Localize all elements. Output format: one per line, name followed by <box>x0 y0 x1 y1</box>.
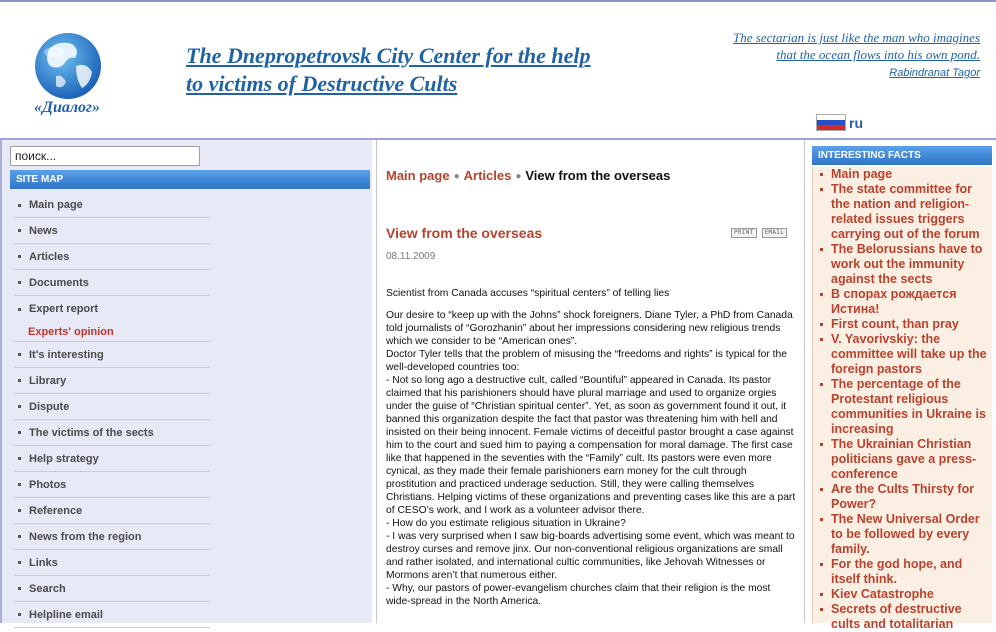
article-paragraph: Doctor Tyler tells that the problem of misusing the “freedoms and rights” is typical for the well-developed countries too: <box>386 349 787 373</box>
russian-flag-icon[interactable] <box>816 114 846 131</box>
logo-text: «Диалог» <box>34 99 100 116</box>
bullet-icon <box>18 281 21 284</box>
article-lead: Scientist from Canada accuses “spiritual centers” of telling lies <box>386 288 670 299</box>
menu-item-articles[interactable]: Articles <box>14 244 210 270</box>
bullet-icon <box>18 229 21 232</box>
menu-item-library[interactable]: Library <box>14 368 210 394</box>
bullet-icon <box>18 431 21 434</box>
sitemap-header: SITE MAP <box>10 170 370 189</box>
fact-item[interactable]: The Belorussians have to work out the immunity against the sects <box>817 242 992 287</box>
fact-item[interactable]: Main page <box>817 167 992 182</box>
menu-item-news-from-region[interactable]: News from the region <box>14 524 210 550</box>
language-label[interactable]: ru <box>849 114 863 131</box>
email-button[interactable]: EMAIL <box>762 228 788 238</box>
print-button[interactable]: PRINT <box>731 228 757 238</box>
fact-item[interactable]: Kiev Catastrophe <box>817 587 992 602</box>
menu-item-its-interesting[interactable]: It's interesting <box>14 342 210 368</box>
bullet-icon <box>820 293 823 296</box>
left-sidebar <box>0 140 372 623</box>
bullet-icon <box>820 173 823 176</box>
fact-item[interactable]: The Ukrainian Christian politicians gave a press-conference <box>817 437 992 482</box>
language-switch[interactable] <box>816 114 863 131</box>
fact-item[interactable]: В спорах рождается Истина! <box>817 287 992 317</box>
bullet-icon <box>18 561 21 564</box>
bullet-icon <box>820 563 823 566</box>
site-title-line1[interactable]: The Dnepropetrovsk City Center for the help <box>186 43 591 68</box>
menu-item-help-strategy[interactable]: Help strategy <box>14 446 210 472</box>
bullet-icon <box>18 535 21 538</box>
fact-item[interactable]: The percentage of the Protestant religious communities in Ukraine is increasing <box>817 377 992 437</box>
bullet-icon <box>820 488 823 491</box>
bullet-icon <box>820 248 823 251</box>
interesting-facts-header: INTERESTING FACTS <box>812 146 992 165</box>
main-content <box>376 140 805 623</box>
search-input[interactable] <box>10 146 200 166</box>
fact-item[interactable]: The state committee for the nation and religion-related issues triggers carrying out of the forum <box>817 182 992 242</box>
menu-item-reference[interactable]: Reference <box>14 498 210 524</box>
article-paragraph: Our desire to “keep up with the Johns” shock foreigners. Diane Tyler, a PhD from Canada told journalists of “Gorozhanin” about her impressions considering new religious trends which we consider to be “American ones”. <box>386 310 793 347</box>
breadcrumb-articles-link[interactable]: Articles <box>463 168 512 183</box>
quote-line2: that the ocean flows into his own pond. <box>776 47 980 62</box>
menu-subitem-experts-opinion[interactable]: Experts' opinion <box>14 322 210 342</box>
bullet-icon <box>18 255 21 258</box>
menu-item-dispute[interactable]: Dispute <box>14 394 210 420</box>
bullet-icon <box>18 204 21 207</box>
fact-item[interactable]: First count, than pray <box>817 317 992 332</box>
article-date: 08.11.2009 <box>386 251 436 262</box>
menu-item-documents[interactable]: Documents <box>14 270 210 296</box>
article-tools <box>731 228 787 238</box>
interesting-facts-list <box>812 167 992 631</box>
breadcrumb-separator-icon: ● <box>515 171 522 182</box>
breadcrumb-home-link[interactable]: Main page <box>386 168 450 183</box>
bullet-icon <box>18 613 21 616</box>
bullet-icon <box>820 593 823 596</box>
article-body <box>386 287 796 608</box>
bullet-icon <box>18 353 21 356</box>
fact-item[interactable]: Are the Cults Thirsty for Power? <box>817 482 992 512</box>
breadcrumb-separator-icon: ● <box>453 171 460 182</box>
fact-item[interactable]: For the god hope, and itself think. <box>817 557 992 587</box>
site-title[interactable] <box>186 42 591 98</box>
article-paragraph: - I was very surprised when I saw big-boards advertising some event, which was meant to destroy curses and remove jinx. Our non-conventional religious organizations are small and rather isolated, and international cultic communities, like Jehovah Witnesses or Mormons aren’t that numerous either. <box>386 531 795 581</box>
quote-author: Rabindranat Tagor <box>889 67 980 79</box>
globe-icon <box>20 26 115 121</box>
bullet-icon <box>820 383 823 386</box>
header-quote <box>640 29 980 82</box>
right-sidebar <box>806 140 996 631</box>
bullet-icon <box>18 587 21 590</box>
bullet-icon <box>820 518 823 521</box>
bullet-icon <box>18 483 21 486</box>
menu-item-links[interactable]: Links <box>14 550 210 576</box>
bullet-icon <box>18 509 21 512</box>
menu-item-helpline-email[interactable]: Helpline email <box>14 602 210 628</box>
bullet-icon <box>820 323 823 326</box>
menu-item-news[interactable]: News <box>14 218 210 244</box>
fact-item[interactable]: V. Yavorivskiy: the committee will take up the foreign pastors <box>817 332 992 377</box>
bullet-icon <box>820 188 823 191</box>
site-header <box>0 2 996 138</box>
bullet-icon <box>18 405 21 408</box>
fact-item[interactable]: The New Universal Order to be followed by every family. <box>817 512 992 557</box>
quote-line1: The sectarian is just like the man who imagines <box>733 30 980 45</box>
site-title-line2[interactable]: to victims of Destructive Cults <box>186 71 458 96</box>
menu-item-search[interactable]: Search <box>14 576 210 602</box>
bullet-icon <box>820 338 823 341</box>
site-logo[interactable] <box>20 26 115 121</box>
article-paragraph: - Why, our pastors of power-evangelism churches claim that their religion is the most wide-spread in the North America. <box>386 583 771 607</box>
bullet-icon <box>18 379 21 382</box>
fact-item[interactable]: Secrets of destructive cults and totalitarian <box>817 602 992 632</box>
menu-item-photos[interactable]: Photos <box>14 472 210 498</box>
article-paragraph: - Not so long ago a destructive cult, called “Bountiful” appeared in Canada. Its pastor claimed that his parishioners should have plural marriage and used to organize orgies under the guise of “Christian spiritual center”. Yet, as soon as government found it out, it banned this organization despite the fact that pastor was threatening him with hell and insisted on their being innocent. Female victims of deceitful pastor brought a case against him to the court and sued him to paying a compensation for moral damage. The first case like that happened in the seventies with the “Family” cult. Its pastors were even more cynical, as they made their female parishioners earn money for the cult through prostitution and practiced underage seduction. Still, they were calling themselves Christians. Helping victims of these organizations and preventing cases like this are a part of CESO’s work, and I work as a volunteer advisor there. <box>386 375 796 516</box>
breadcrumb-current: View from the overseas <box>525 168 671 183</box>
menu-item-expert-report[interactable]: Expert report <box>14 296 210 322</box>
bullet-icon <box>820 608 823 611</box>
breadcrumb <box>386 168 670 183</box>
bullet-icon <box>18 308 21 311</box>
bullet-icon <box>18 457 21 460</box>
menu-item-main-page[interactable]: Main page <box>14 193 210 218</box>
sitemap-menu <box>14 193 210 628</box>
bullet-icon <box>820 443 823 446</box>
menu-item-victims-of-sects[interactable]: The victims of the sects <box>14 420 210 446</box>
article-paragraph: - How do you estimate religious situation in Ukraine? <box>386 518 626 529</box>
article-title: View from the overseas <box>386 225 543 241</box>
